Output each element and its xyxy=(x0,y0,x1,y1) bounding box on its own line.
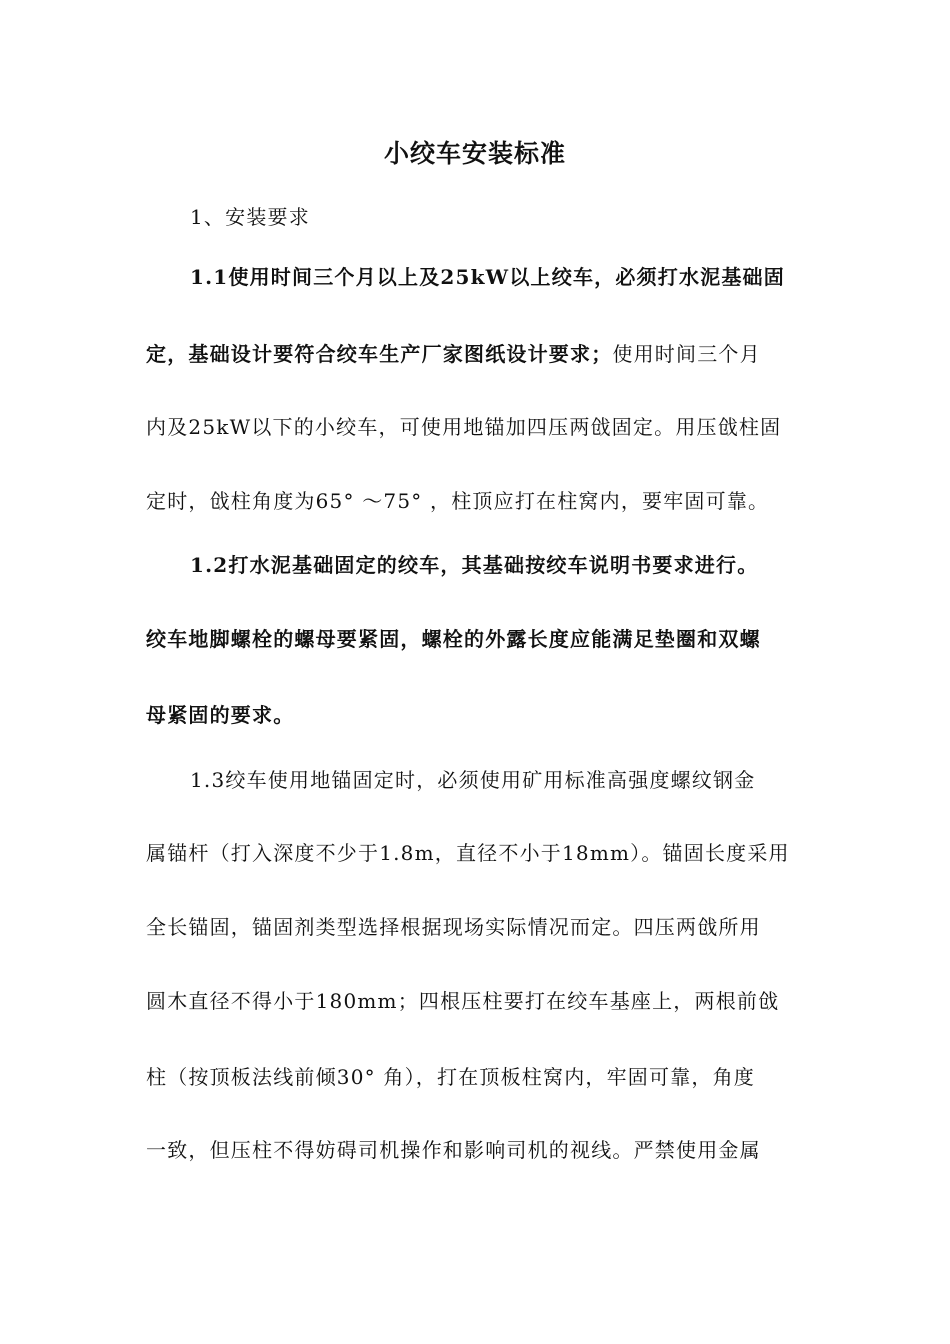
bold-text: 1.1使用时间三个月以上及25kW以上绞车，必须打水泥基础固 xyxy=(190,265,785,289)
normal-text: 一致，但压柱不得妨碍司机操作和影响司机的视线。严禁使用金属 xyxy=(146,1138,761,1162)
bold-text: 绞车地脚螺栓的螺母要紧固，螺栓的外露长度应能满足垫圈和双螺 xyxy=(146,627,761,651)
paragraph-line xyxy=(146,412,806,442)
normal-text: 属锚杆（打入深度不少于1.8m，直径不小于18mm）。锚固长度采用 xyxy=(146,841,790,865)
section-heading: 1、安装要求 xyxy=(190,205,310,229)
bold-text: 1.2打水泥基础固定的绞车，其基础按绞车说明书要求进行。 xyxy=(190,553,759,577)
paragraph-line xyxy=(190,765,806,795)
paragraph-line xyxy=(146,912,806,942)
normal-text: 柱（按顶板法线前倾30° 角），打在顶板柱窝内，牢固可靠，角度 xyxy=(146,1065,756,1089)
normal-text: 圆木直径不得小于180mm；四根压柱要打在绞车基座上，两根前戗 xyxy=(146,989,780,1013)
bold-text: 定，基础设计要符合绞车生产厂家图纸设计要求； xyxy=(146,342,613,366)
paragraph-line xyxy=(146,838,806,868)
paragraph-line xyxy=(146,624,806,654)
normal-text: 全长锚固，锚固剂类型选择根据现场实际情况而定。四压两戗所用 xyxy=(146,915,761,939)
paragraph-line xyxy=(190,262,806,292)
paragraph-line xyxy=(146,1135,806,1165)
bold-text: 母紧固的要求。 xyxy=(146,703,295,727)
normal-text: 使用时间三个月 xyxy=(612,342,761,366)
paragraph-line xyxy=(146,1062,806,1092)
paragraph-line xyxy=(190,550,806,580)
normal-text: 定时，戗柱角度为65° ～75° ，柱顶应打在柱窝内，要牢固可靠。 xyxy=(146,489,770,513)
paragraph-line xyxy=(146,986,806,1016)
normal-text: 1.3绞车使用地锚固定时，必须使用矿用标准高强度螺纹钢金 xyxy=(190,768,756,792)
paragraph-line xyxy=(146,700,806,730)
paragraph-line xyxy=(146,486,806,516)
paragraph-line xyxy=(146,339,806,369)
document-title: 小绞车安装标准 xyxy=(383,139,566,168)
normal-text: 内及25kW以下的小绞车，可使用地锚加四压两戗固定。用压戗柱固 xyxy=(146,415,782,439)
